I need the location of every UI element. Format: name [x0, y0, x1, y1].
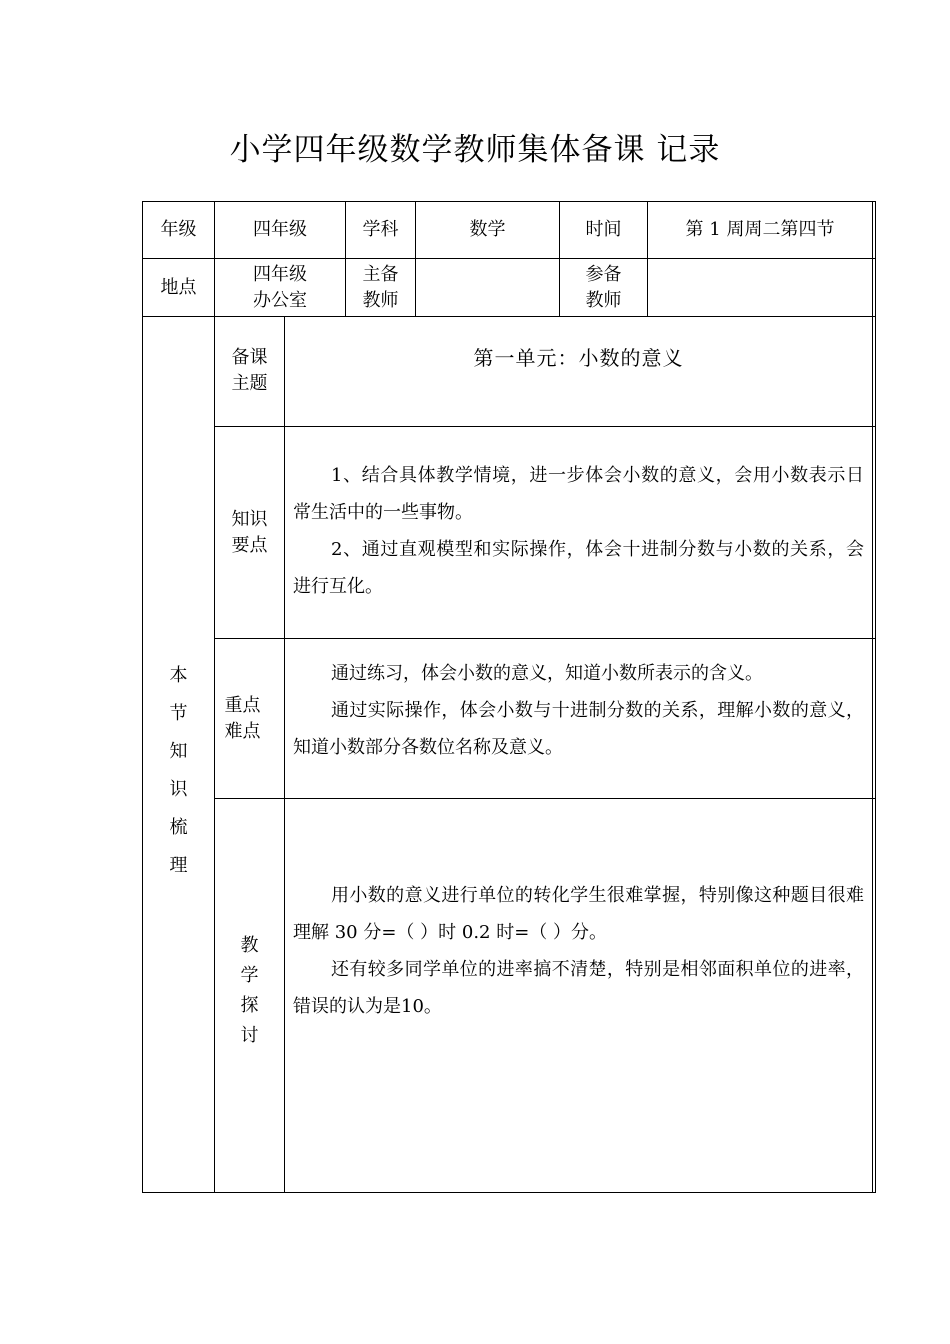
- subject-label: 学科: [362, 219, 399, 240]
- key-points-content: [293, 655, 864, 766]
- section-label-char: 知: [169, 740, 188, 762]
- discussion-label-char: 探: [240, 994, 259, 1016]
- section-label-char: 梳: [169, 816, 188, 838]
- knowledge-content: [293, 457, 864, 605]
- location-label: 地点: [160, 276, 197, 298]
- table-border-bottom: [142, 1192, 875, 1193]
- section-label-char: 理: [169, 854, 188, 876]
- discussion-label-char: 教: [240, 934, 259, 956]
- participant-teacher-value: [648, 259, 872, 316]
- location-value-line: 四年级: [253, 263, 307, 285]
- key-points-label-line: 难点: [224, 720, 261, 742]
- key-points-label: [215, 639, 284, 798]
- section-label-char: 本: [169, 664, 188, 686]
- table-border-right: [872, 201, 873, 1193]
- knowledge-label: [215, 427, 284, 638]
- knowledge-paragraph: 2、通过直观模型和实际操作，体会十进制分数与小数的关系，会进行互化。: [293, 539, 864, 597]
- discussion-paragraph: 用小数的意义进行单位的转化学生很难掌握，特别像这种题目很难理解 30 分=（ ）时 0.2 时=（ ）分。: [293, 885, 864, 943]
- lead-teacher-value: [416, 259, 559, 316]
- topic-value: 第一单元：小数的意义: [473, 346, 684, 370]
- row-divider: [214, 426, 875, 427]
- location-value-line: 办公室: [253, 289, 307, 311]
- key-points-label-line: 重点: [224, 694, 261, 716]
- participant-teacher-label-line: 参备: [585, 263, 622, 285]
- knowledge-label-line: 要点: [231, 534, 268, 556]
- location-value: [215, 259, 345, 316]
- discussion-label-char: 学: [240, 964, 259, 986]
- section-label: [143, 317, 214, 1192]
- topic-label-line: 主题: [231, 373, 268, 394]
- discussion-paragraph: 还有较多同学单位的进率搞不清楚，特别是相邻面积单位的进率，错误的认为是10。: [293, 959, 864, 1017]
- topic-label-line: 备课: [231, 347, 268, 368]
- grade-label: 年级: [160, 219, 197, 240]
- page-title: 小学四年级数学教师集体备课 记录: [229, 132, 721, 168]
- lead-teacher-label: [346, 259, 415, 316]
- time-value: 第 1 周周二第四节: [685, 219, 835, 240]
- time-label: 时间: [585, 219, 622, 240]
- section-label-char: 节: [169, 702, 188, 724]
- topic-label: [215, 317, 284, 426]
- table-border-right-outer: [875, 201, 876, 1193]
- lead-teacher-label-line: 主备: [362, 263, 399, 285]
- discussion-content: [293, 877, 864, 1025]
- participant-teacher-label-line: 教师: [585, 289, 622, 311]
- row-divider: [214, 798, 875, 799]
- knowledge-paragraph: 1、结合具体教学情境，进一步体会小数的意义，会用小数表示日常生活中的一些事物。: [293, 465, 864, 523]
- participant-teacher-label: [560, 259, 647, 316]
- knowledge-label-line: 知识: [231, 508, 268, 530]
- section-label-char: 识: [169, 778, 188, 800]
- subject-value: 数学: [469, 219, 506, 240]
- grade-value: 四年级: [253, 219, 307, 240]
- discussion-label: [215, 799, 284, 1192]
- row-divider: [214, 638, 875, 639]
- lead-teacher-label-line: 教师: [362, 289, 399, 311]
- col-divider: [284, 316, 285, 1193]
- key-points-paragraph: 通过实际操作，体会小数与十进制分数的关系，理解小数的意义，知道小数部分各数位名称及意义。: [293, 700, 864, 758]
- discussion-label-char: 讨: [240, 1024, 259, 1046]
- key-points-paragraph: 通过练习，体会小数的意义，知道小数所表示的含义。: [331, 663, 763, 684]
